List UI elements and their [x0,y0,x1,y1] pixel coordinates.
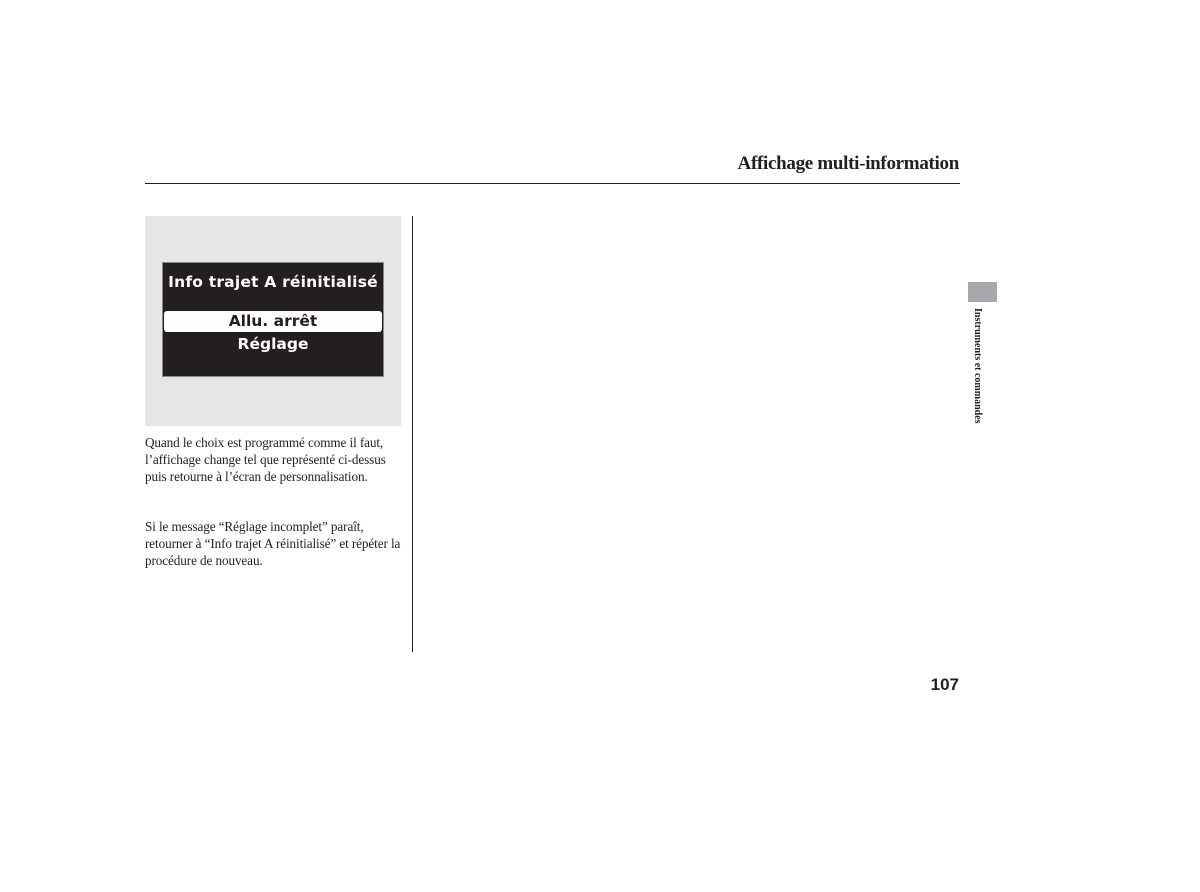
section-label: Instruments et commandes [972,308,983,424]
display-screen [162,262,384,377]
screen-title: Info trajet A réinitialisé [168,273,378,291]
screen-option: Réglage [237,335,309,353]
page-number: 107 [930,675,959,694]
section-tab-marker [968,282,997,302]
page-header-title: Affichage multi-information [737,153,959,174]
figure-illustration [145,216,401,426]
header-rule [145,183,960,184]
body-paragraph-2: Si le message “Réglage incomplet” paraît, retourner à “Info trajet A réinitialisé” et répéter la procédure de nouveau. [145,519,401,568]
screen-option-selected: Allu. arrêt [164,311,382,332]
column-divider [412,216,413,652]
body-paragraph-1: Quand le choix est programmé comme il faut, l’affichage change tel que représenté ci-dessus puis retourne à l’écran de personnalisation. [145,435,386,484]
